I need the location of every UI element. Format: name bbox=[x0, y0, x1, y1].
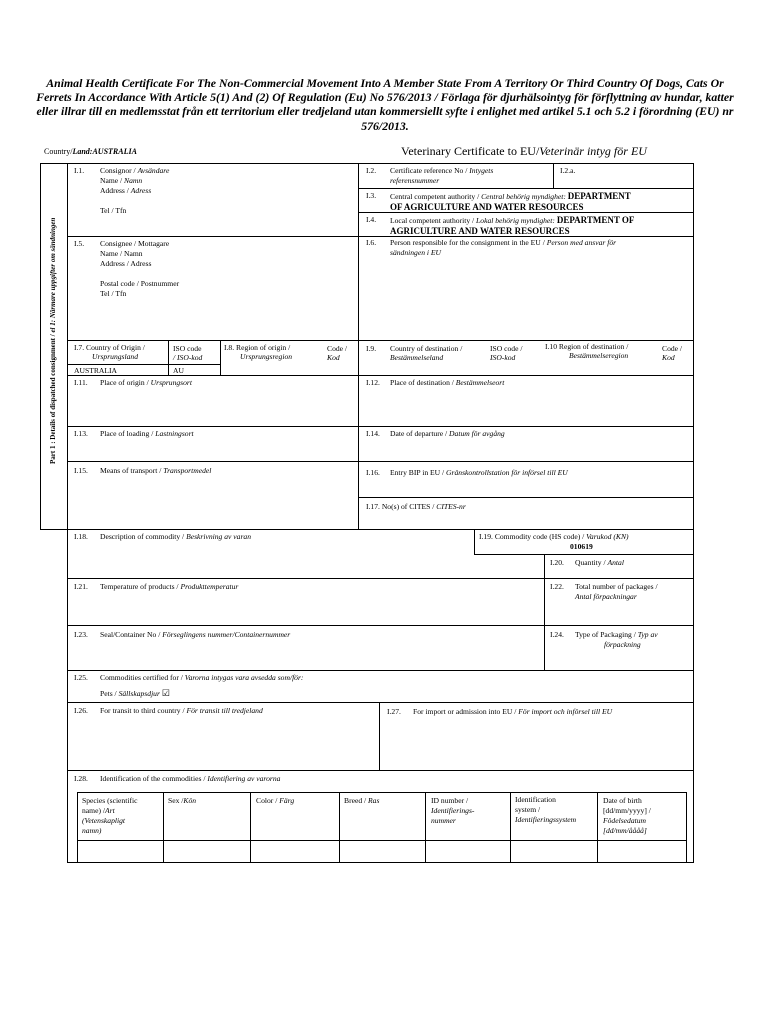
i24-number: I.24. bbox=[550, 630, 564, 639]
i10-code-label-sv: Kod bbox=[662, 353, 675, 362]
i17-cites-label: I.17. No(s) of CITES / CITES-nr bbox=[366, 502, 466, 511]
i5-consignee-label: Consignee / Mottagare bbox=[100, 239, 170, 248]
i13-number: I.13. bbox=[74, 429, 88, 438]
i8-code-label-sv: Kod bbox=[327, 353, 340, 362]
i28-number: I.28. bbox=[74, 774, 88, 783]
rule-i17 bbox=[358, 497, 693, 498]
i14-departure-date-label: Date of departure / Datum för avgång bbox=[390, 429, 505, 438]
rule-i11 bbox=[67, 375, 693, 376]
rule-i13 bbox=[67, 426, 693, 427]
i16-number: I.16. bbox=[366, 468, 380, 477]
i14-number: I.14. bbox=[366, 429, 380, 438]
i12-number: I.12. bbox=[366, 378, 380, 387]
country-label: Country/Land:AUSTRALIA bbox=[44, 147, 137, 156]
i18-number: I.18. bbox=[74, 532, 88, 541]
part1-column-divider bbox=[67, 163, 68, 529]
id-table-col6 bbox=[510, 792, 511, 862]
i4-authority-value: AGRICULTURE AND WATER RESOURCES bbox=[390, 226, 570, 236]
i26-transit-label: For transit to third country / För transit till tredjeland bbox=[100, 706, 263, 715]
i8-region-origin-label: I.8. Region of origin / bbox=[224, 343, 291, 352]
i8-region-origin-label-sv: Ursprungsregion bbox=[240, 352, 293, 361]
rule-i23 bbox=[67, 625, 693, 626]
i23-seal-container-label: Seal/Container No / Förseglingens nummer/Containernummer bbox=[100, 630, 291, 639]
i2-reference-label: Certificate reference No / Intygets bbox=[390, 166, 494, 175]
id-table-col2 bbox=[163, 792, 164, 862]
i15-number: I.15. bbox=[74, 466, 88, 475]
i23-number: I.23. bbox=[74, 630, 88, 639]
id-table-col7 bbox=[597, 792, 598, 862]
i9-country-destination-label: Country of destination / bbox=[390, 344, 463, 353]
i7-iso-divider bbox=[168, 340, 169, 375]
i2-reference-label-sv: referensnummer bbox=[390, 176, 440, 185]
i9-iso-label-sv: ISO-kod bbox=[490, 353, 516, 362]
part-1-side-label: Part 1 : Details of dispatched consignment / el 1: Närmare uppgifter om sändningen bbox=[49, 217, 57, 464]
i15-transport-label: Means of transport / Transportmedel bbox=[100, 466, 212, 475]
form-bottom-border bbox=[67, 862, 694, 863]
id-table-right bbox=[686, 792, 687, 862]
id-col-color: Color / Färg bbox=[256, 796, 295, 805]
part2-left-border bbox=[67, 529, 68, 863]
id-table-header-rule bbox=[77, 840, 687, 841]
i25-number: I.25. bbox=[74, 673, 88, 682]
form-top-border bbox=[40, 163, 694, 164]
i8-code-label: Code / bbox=[327, 344, 348, 353]
id-col-species: Species (scientific name) /Art (Vetenskapligt namn) bbox=[82, 796, 138, 835]
i19-divider bbox=[474, 529, 475, 554]
i1-number: I.1. bbox=[74, 166, 85, 175]
id-table-top bbox=[77, 792, 687, 793]
rule-i18 bbox=[40, 529, 694, 530]
rule-i25 bbox=[67, 670, 693, 671]
i1-address-label: Address / Adress bbox=[100, 186, 152, 195]
i27-import-label: For import or admission into EU / För import och införsel till EU bbox=[413, 707, 613, 716]
i7-iso-label: ISO code bbox=[173, 344, 202, 353]
i7-country-value: AUSTRALIA bbox=[74, 366, 118, 375]
i19-commodity-code-label: I.19. Commodity code (HS code) / Varukod (KN) bbox=[479, 532, 629, 541]
id-table-col3 bbox=[250, 792, 251, 862]
id-col-sex: Sex /Kön bbox=[168, 796, 197, 805]
id-col-id-number: ID number / Identifierings- nummer bbox=[431, 796, 475, 825]
i10-code-label: Code / bbox=[662, 344, 683, 353]
i27-number: I.27. bbox=[387, 707, 401, 716]
i4-number: I.4. bbox=[366, 215, 377, 224]
i6-number: I.6. bbox=[366, 238, 377, 247]
i5-name-label: Name / Namn bbox=[100, 249, 143, 258]
i13-place-loading-label: Place of loading / Lastningsort bbox=[100, 429, 194, 438]
i6-person-label: Person responsible for the consignment in the EU / Person med ansvar för bbox=[390, 238, 617, 247]
id-col-identification-system: Identification system / Identifieringssystem bbox=[515, 795, 577, 824]
i25-pets-option: Pets / Sällskapsdjur ☑ bbox=[100, 688, 170, 698]
i6-person-label-sv: sändningen i EU bbox=[390, 248, 442, 257]
i28-identification-label: Identification of the commodities / Identifiering av varorna bbox=[100, 774, 281, 783]
i22-number: I.22. bbox=[550, 582, 564, 591]
form-left-border-part1 bbox=[40, 163, 41, 529]
i1-name-label: Name / Namn bbox=[100, 176, 143, 185]
i3-authority-label: Central competent authority / Central behörig myndighet: DEPARTMENT bbox=[390, 191, 631, 201]
i3-number: I.3. bbox=[366, 191, 377, 200]
i1-tel-label: Tel / Tfn bbox=[100, 206, 127, 215]
rule-i5 bbox=[67, 236, 693, 237]
i16-entry-bip-label: Entry BIP in EU / Gränskontrollstation för införsel till EU bbox=[390, 468, 568, 477]
i25-certified-for-label: Commodities certified for / Varorna intygas vara avsedda som/för: bbox=[100, 673, 304, 682]
i2-number: I.2. bbox=[366, 166, 377, 175]
i7-country-origin-label-sv: Ursprungsland bbox=[92, 352, 138, 361]
id-col-date-of-birth: Date of birth [dd/mm/yyyy] / Födelsedatum [dd/mm/åååå] bbox=[603, 796, 651, 835]
id-col-breed: Breed / Ras bbox=[344, 796, 380, 805]
i2a-label: I.2.a. bbox=[560, 166, 576, 175]
i10-region-destination-label-sv: Bestämmelseregion bbox=[569, 351, 629, 360]
rule-i3 bbox=[358, 188, 693, 189]
i22-packages-label-sv: Antal förpackningar bbox=[575, 592, 637, 601]
i9-iso-label: ISO code / bbox=[490, 344, 523, 353]
i21-number: I.21. bbox=[74, 582, 88, 591]
i27-divider bbox=[379, 702, 380, 770]
id-table-col5 bbox=[425, 792, 426, 862]
i18-commodity-description-label: Description of commodity / Beskrivning av varan bbox=[100, 532, 252, 541]
i11-place-origin-label: Place of origin / Ursprungsort bbox=[100, 378, 192, 387]
rule-i15 bbox=[67, 461, 693, 462]
i24-packaging-label-sv: förpackning bbox=[604, 640, 641, 649]
i5-tel-label: Tel / Tfn bbox=[100, 289, 127, 298]
i20-quantity-label: Quantity / Antal bbox=[575, 558, 624, 567]
i5-number: I.5. bbox=[74, 239, 85, 248]
i26-number: I.26. bbox=[74, 706, 88, 715]
i4-authority-label: Local competent authority / Lokal behörig myndighet: DEPARTMENT OF bbox=[390, 215, 635, 225]
i9-number: I.9. bbox=[366, 344, 377, 353]
i24-packaging-label: Type of Packaging / Typ av bbox=[575, 630, 658, 639]
rule-i21 bbox=[67, 578, 693, 579]
i7-country-origin-label: I.7. Country of Origin / bbox=[74, 343, 145, 352]
i10-region-destination-label: I.10 Region of destination / bbox=[545, 342, 629, 351]
i22-packages-label: Total number of packages / bbox=[575, 582, 658, 591]
i21-temperature-label: Temperature of products / Produkttemperatur bbox=[100, 582, 239, 591]
page-title: Animal Health Certificate For The Non-Commercial Movement Into A Member State From A Territory Or Third Country Of Dogs, Cats Or Ferrets In Accordance With Article 5(1) And (2) Of Regulation (Eu) No 576/2013 / Förlaga för djurhälsointyg för förflyttning av hundar, katter eller illrar till en medlemsstat från ett territorium eller tredjeland utan kommersiellt syfte i enlighet med artikel 5.1 och 5.2 i förordning (EU) nr 576/2013. bbox=[36, 76, 734, 133]
i12-place-destination-label: Place of destination / Bestämmelseort bbox=[390, 378, 505, 387]
i19-commodity-code-value: 010619 bbox=[570, 542, 593, 551]
pets-checkbox[interactable]: ☑ bbox=[161, 688, 170, 698]
i9-country-destination-label-sv: Bestämmelseland bbox=[390, 353, 444, 362]
right-subcolumn-divider bbox=[544, 554, 545, 670]
rule-i28 bbox=[67, 770, 693, 771]
i5-postal-label: Postal code / Postnummer bbox=[100, 279, 180, 288]
i1-consignor-label: Consignor / Avsändare bbox=[100, 166, 170, 175]
veterinary-certificate-heading: Veterinary Certificate to EU/Veterinär intyg för EU bbox=[401, 144, 647, 158]
i7-iso-value: AU bbox=[173, 366, 184, 375]
form-right-border bbox=[693, 163, 694, 863]
rule-i7 bbox=[67, 340, 693, 341]
i7-iso-label-sv: / ISO-kod bbox=[173, 353, 203, 362]
i7-value-rule bbox=[67, 364, 220, 365]
rule-i26 bbox=[67, 702, 693, 703]
id-table-col4 bbox=[339, 792, 340, 862]
center-divider-upper bbox=[358, 163, 359, 529]
i11-number: I.11. bbox=[74, 378, 88, 387]
id-table-left bbox=[77, 792, 78, 862]
i2a-divider bbox=[553, 163, 554, 188]
rule-i20 bbox=[474, 554, 693, 555]
i20-number: I.20. bbox=[550, 558, 564, 567]
i5-address-label: Address / Adress bbox=[100, 259, 152, 268]
i8-divider bbox=[220, 340, 221, 375]
i3-authority-value: OF AGRICULTURE AND WATER RESOURCES bbox=[390, 202, 584, 212]
